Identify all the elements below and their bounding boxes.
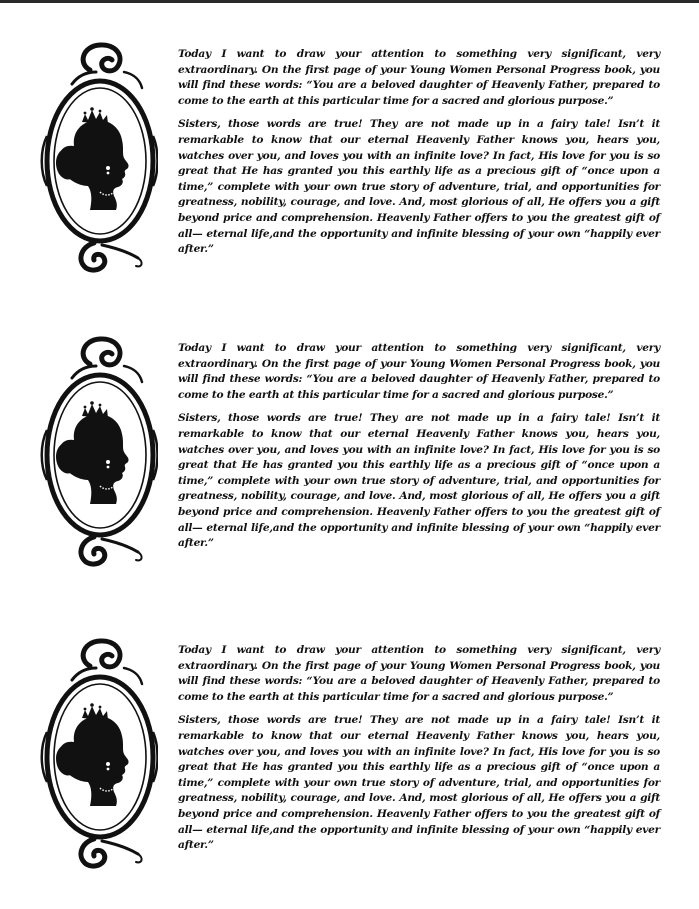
intro-paragraph: Today I want to draw your attention to something very significant, very extraordinary. On the first page of your Young Women Personal Progress book, you will find these words: “You are a beloved daughter of Heavenly Father, prepared to come to the earth at this particular time for a sacred and glorious purpose.” (178, 48, 660, 107)
intro-paragraph: Today I want to draw your attention to something very significant, very extraordinary. On the first page of your Young Women Personal Progress book, you will find these words: “You are a beloved daughter of Heavenly Father, prepared to come to the earth at this particular time for a sacred and glorious purpose.” (178, 342, 660, 401)
quote-text (178, 643, 660, 854)
body-paragraph: Sisters, those words are true! They are not made up in a fairy tale! Isn’t it remarkable to know that our eternal Heavenly Father knows you, hears you, watches over you, and loves you with an infinite love? In fact, His love for you is so great that He has granted you this earthly life as a precious gift of “once upon a time,” complete with your own true story of adventure, trial, and opportunities for greatness, nobility, courage, and love. And, most glorious of all, He offers you a gift beyond price and comprehension. Heavenly Father offers to you the greatest gift of all— eternal life,and the opportunity and infinite blessing of your own “happily ever after.” (178, 412, 660, 550)
intro-paragraph: Today I want to draw your attention to something very significant, very extraordinary. On the first page of your Young Women Personal Progress book, you will find these words: “You are a beloved daughter of Heavenly Father, prepared to come to the earth at this particular time for a sacred and glorious purpose.” (178, 644, 660, 703)
body-paragraph: Sisters, those words are true! They are not made up in a fairy tale! Isn’t it remarkable to know that our eternal Heavenly Father knows you, hears you, watches over you, and loves you with an infinite love? In fact, His love for you is so great that He has granted you this earthly life as a precious gift of “once upon a time,” complete with your own true story of adventure, trial, and opportunities for greatness, nobility, courage, and love. And, most glorious of all, He offers you a gift beyond price and comprehension. Heavenly Father offers to you the greatest gift of all— eternal life,and the opportunity and infinite blessing of your own “happily ever after.” (178, 118, 660, 256)
quote-text (178, 341, 660, 552)
page-top-rule (0, 0, 699, 3)
body-paragraph: Sisters, those words are true! They are not made up in a fairy tale! Isn’t it remarkable to know that our eternal Heavenly Father knows you, hears you, watches over you, and loves you with an infinite love? In fact, His love for you is so great that He has granted you this earthly life as a precious gift of “once upon a time,” complete with your own true story of adventure, trial, and opportunities for greatness, nobility, courage, and love. And, most glorious of all, He offers you a gift beyond price and comprehension. Heavenly Father offers to you the greatest gift of all— eternal life,and the opportunity and infinite blessing of your own “happily ever after.” (178, 714, 660, 852)
quote-card-2 (0, 334, 699, 574)
princess-silhouette-cameo-icon (38, 40, 158, 276)
princess-silhouette-cameo-icon (38, 636, 158, 872)
quote-card-1 (0, 40, 699, 280)
quote-card-3 (0, 636, 699, 876)
princess-silhouette-cameo-icon (38, 334, 158, 570)
quote-text (178, 47, 660, 258)
